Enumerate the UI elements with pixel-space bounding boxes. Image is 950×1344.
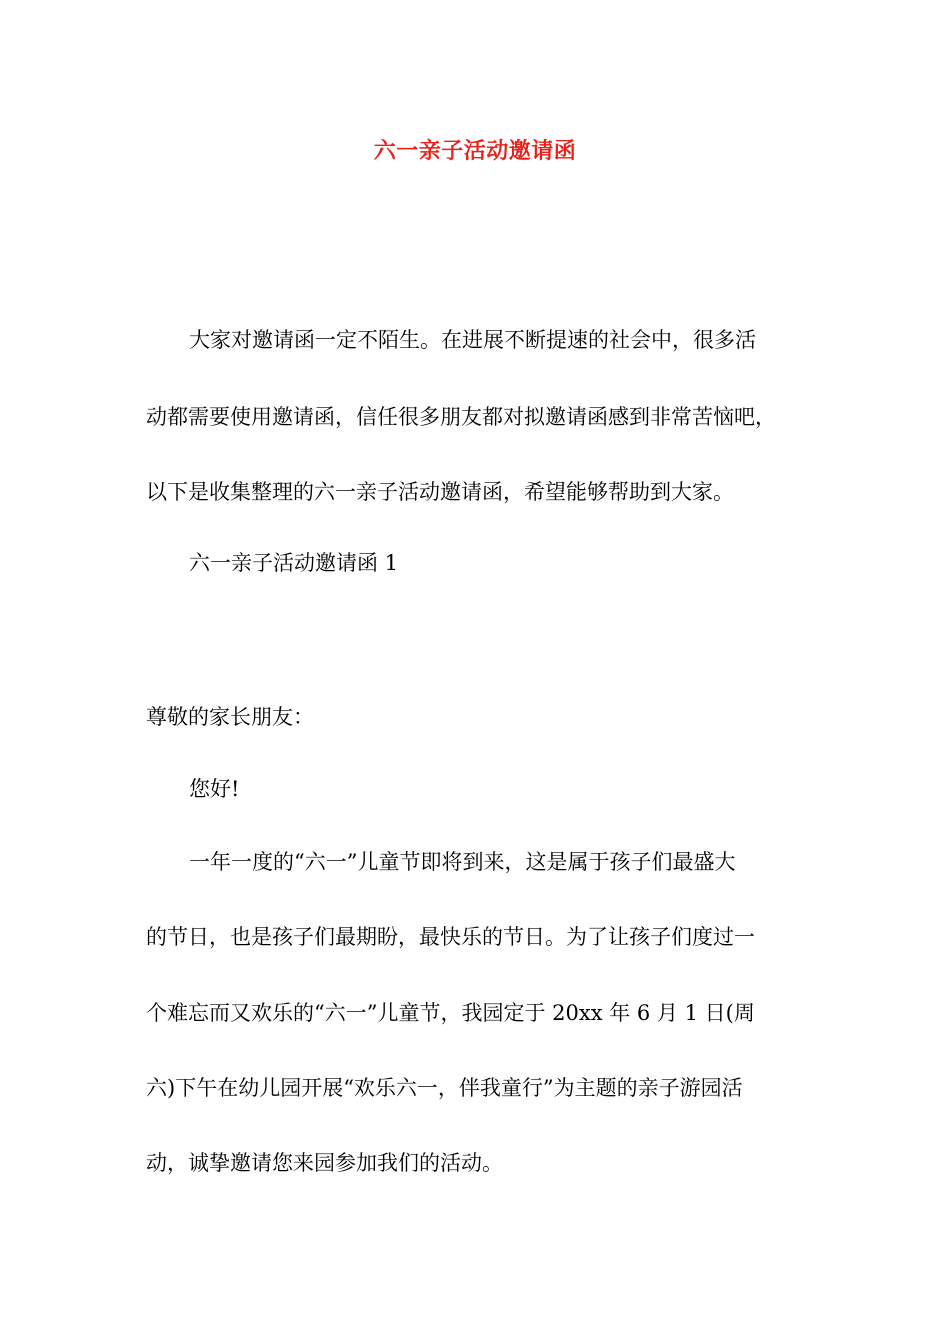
body-line-3: 个难忘而又欢乐的“六一”儿童节，我园定于 20xx 年 6 月 1 日(周: [146, 1001, 755, 1025]
intro-line-2: 动都需要使用邀请函，信任很多朋友都对拟邀请函感到非常苦恼吧，: [146, 405, 776, 429]
salutation: 尊敬的家长朋友：: [146, 705, 314, 729]
intro-line-3: 以下是收集整理的六一亲子活动邀请函，希望能够帮助到大家。: [146, 480, 734, 504]
body-line-1: 一年一度的“六一”儿童节即将到来，这是属于孩子们最盛大: [189, 850, 736, 874]
body-line-5: 动，诚挚邀请您来园参加我们的活动。: [146, 1151, 503, 1175]
intro-line-1: 大家对邀请函一定不陌生。在进展不断提速的社会中，很多活: [189, 328, 756, 352]
body-line-4: 六)下午在幼儿园开展“欢乐六一，伴我童行”为主题的亲子游园活: [146, 1076, 743, 1100]
body-line-2: 的节日，也是孩子们最期盼，最快乐的节日。为了让孩子们度过一: [146, 925, 755, 949]
section-heading: 六一亲子活动邀请函 1: [189, 551, 399, 575]
greeting: 您好!: [189, 777, 240, 801]
document-title: 六一亲子活动邀请函: [373, 139, 577, 164]
